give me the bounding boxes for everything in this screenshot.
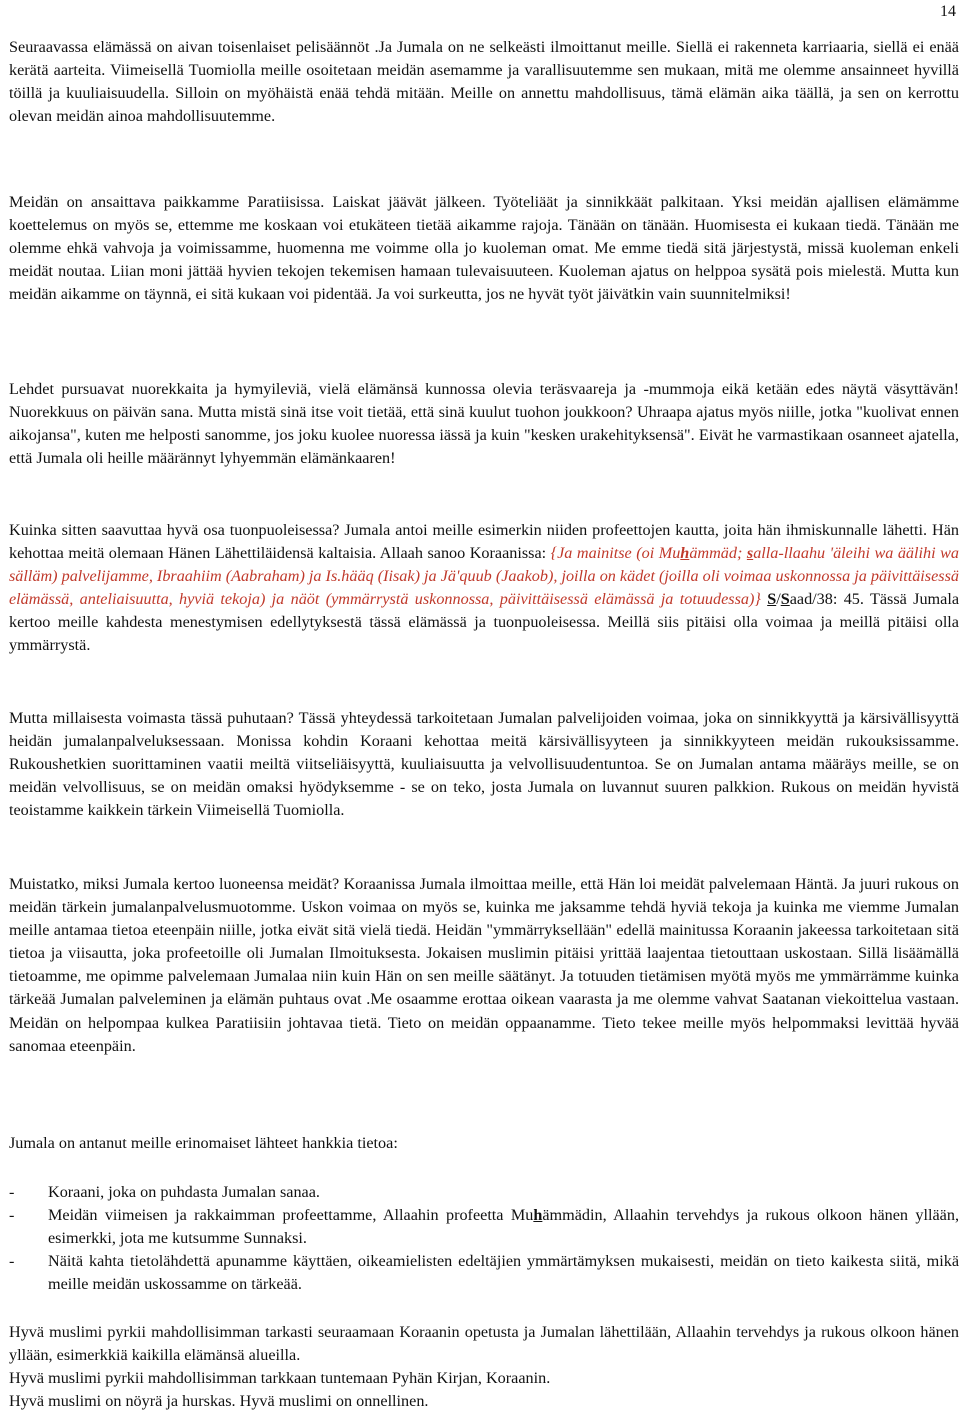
paragraph-8: Hyvä muslimi pyrkii mahdollisimman tarkasti seuraamaan Koraanin opetusta ja Jumalan lähettilään, Allaahin tervehdys ja rukous olkoon hänen yllään, esimerkkiä kaikilla elämänsä alueilla. <box>9 1323 959 1365</box>
paragraph-10: Hyvä muslimi on nöyrä ja hurskas. Hyvä muslimi on onnellinen. <box>9 1392 429 1410</box>
paragraph-2: Meidän on ansaittava paikkamme Paratiisissa. Laiskat jäävät jälkeen. Työteliäät ja sinnikkäät palkitaan. Yksi meidän ajallisen elämämme koettelemus on myös se, ettemme me koskaan voi etukäteen tietää aikamme rajoja. Tänään on tänään. Huomisesta ei kukaan tiedä. Tänään me olemme ehkä vahvoja ja voimissamme, huomenna me voimme olla jo kuoleman omat. Me emme tiedä sitä järjestystä, missä kuoleman enkeli meidät noutaa. Liian moni jättää hyvien tekojen tekemisen hamaan tulevaisuuteen. Kuoleman ajatus on helppoa sysätä pois mielestä. Mutta kun meidän aikamme on täynnä, ei sitä kukaan voi pidentää. Ja voi surkeutta, jos ne hyvät työt jäivätkin vain suunnitelmiksi! <box>9 193 959 304</box>
paragraph-6: Muistatko, miksi Jumala kertoo luoneensa meidät? Koraanissa Jumala ilmoittaa meille, että Hän loi meidät palvelemaan Häntä. Ja juuri rukous on meidän tärkein jumalanpalvelusmuotomme. Uskon voimaa on myös se, kuinka me jaksamme tehdä hyviä tekoja ja kuinka me viemme Jumalan meille antamaa tietoa eteenpäin niille, jotka eivät sitä vielä tiedä. Heidän "ymmärryksellään" edellä mainitussa Koraanin jakeessa tarkoitetaan sitä tietoa ja viisautta, joka profeetoille oli Jumalan Ilmoituksesta. Jokaisen muslimin pitäisi yrittää laajentaa tietouttaan uskostaan. Sillä lisäämällä tietoamme, me opimme palvelemaan Jumalaa niin kuin Hän on sen meille säätänyt. Ja totuuden tietämisen myötä myös me ymmärrämme kuinka tärkeää Jumalan palveleminen ja elämän puhtaus ovat .Me osaamme erottaa oikean vaarasta ja me olemme vahvat Saatanan viekoittelua vastaan. Meidän on helpompaa kulkea Paratiisiin johtavaa tietä. Tieto on meidän oppaanamme. Tieto tekee meille myös helpommaksi levittää hyvää sanomaa eteenpäin. <box>9 875 959 1055</box>
quran-reference: S/Saad/38: 45. <box>767 590 864 609</box>
paragraph-4 <box>9 519 959 658</box>
paragraph-5: Mutta millaisesta voimasta tässä puhutaan? Tässä yhteydessä tarkoitetaan Jumalan palvelijoiden voimaa, joka on sinnikkyyttä ja kärsivällisyyttä heidän jumalanpalveluksessaan. Monissa kohdin Koraani kehottaa meitä kärsivällisyyteen ja sinnikkyyteen meidän rukouksissamme. Rukoushetkien suorittaminen vaatii meiltä viitseliäisyyttä, kuuliaisuutta ja velvollisuudentuntoa. Se on Jumalan antama määräys meille, se on meidän velvollisuus, se on meidän omaksi hyödyksemme - se on teko, josta Jumala on luvannut suuren palkkion. Rukous on meidän hyvistä teoistamme kaikkein tärkein Viimeisellä Tuomiolla. <box>9 709 959 820</box>
page-number: 14 <box>940 3 956 20</box>
paragraph-4-intro: Kuinka sitten saavuttaa hyvä osa tuonpuoleisessa? Jumala antoi meille esimerkin niiden profeettojen kautta, joita hän ihmiskunnalle lähetti. Hän kehottaa meitä olemaan Hänen Lähettiläidensä kaltaisia. Allaah sanoo Koraanissa: <box>9 521 959 563</box>
source-list <box>9 1181 959 1296</box>
list-item: - Meidän viimeisen ja rakkaimman profeettamme, Allaahin profeetta Muhämmädin, Allaahin tervehdys ja rukous olkoon hänen yllään, esimerkki, jota me kutsumme Sunnaksi. <box>9 1206 959 1248</box>
paragraph-7: Jumala on antanut meille erinomaiset lähteet hankkia tietoa: <box>9 1134 398 1152</box>
list-item: - Näitä kahta tietolähdettä apunamme käyttäen, oikeamielisten edeltäjien ymmärtämyksen mukaisesti, meidän on tieto kaikesta siitä, mikä meille meidän uskossamme on tärkeää. <box>9 1252 959 1294</box>
quran-quote: {Ja mainitse (oi Muhämmäd; salla-llaahu 'äleihi wa äälihi wa sälläm) palvelijamme, Ibraahiim (Aabraham) ja Is.hääq (Iisak) ja Jä'quub (Jaakob), joilla on kädet (joilla oli voimaa uskonnossa ja päivittäisessä elämässä, anteliaisuutta, hyviä tekoja) ja näöt (ymmärrystä uskonnossa, päivittäisessä elämässä ja totuudessa)} <box>9 544 959 609</box>
paragraph-9: Hyvä muslimi pyrkii mahdollisimman tarkkaan tuntemaan Pyhän Kirjan, Koraanin. <box>9 1369 551 1387</box>
list-item: - Koraani, joka on puhdasta Jumalan sanaa. <box>9 1183 320 1201</box>
paragraph-3: Lehdet pursuavat nuorekkaita ja hymyileviä, vielä elämänsä kunnossa olevia teräsvaareja ja -mummoja eikä ketään edes näytä väsyttävän! Nuorekkuus on päivän sana. Mutta mistä sinä itse voit tietää, että sinä kuulut tuohon joukkoon? Uhraapa ajatus myös niille, jotka "kuolivat ennen aikojansa", kuten me helposti sanomme, jos joku kuolee nuoressa iässä ja kuin "kesken urakehityksensä". Eivät he varmastikaan osanneet ajatella, että Jumala oli heille määrännyt lyhyemmän elämänkaaren! <box>9 380 959 468</box>
paragraph-1: Seuraavassa elämässä on aivan toisenlaiset pelisäännöt .Ja Jumala on ne selkeästi ilmoittanut meille. Siellä ei rakenneta karriaaria, siellä ei enää kerätä aarteita. Viimeisellä Tuomiolla meille osoitetaan meidän asemamme ja varallisuutemme sen mukaan, mitä me olemme ansainneet hyvillä töillä ja kuuliaisuudella. Silloin on myöhäistä enää tehdä mitään. Meille on annettu mahdollisuus, tämä elämän aika täällä, ja sen on kerrottu olevan meidän ainoa mahdollisuutemme. <box>9 38 959 126</box>
paragraph-4-outro: Tässä Jumala kertoo meille kahdesta menestymisen edellytyksestä tässä elämässä ja tuonpuoleisessa. Meillä siis pitäisi olla voimaa ja meillä pitäisi olla ymmärrystä. <box>9 590 960 655</box>
